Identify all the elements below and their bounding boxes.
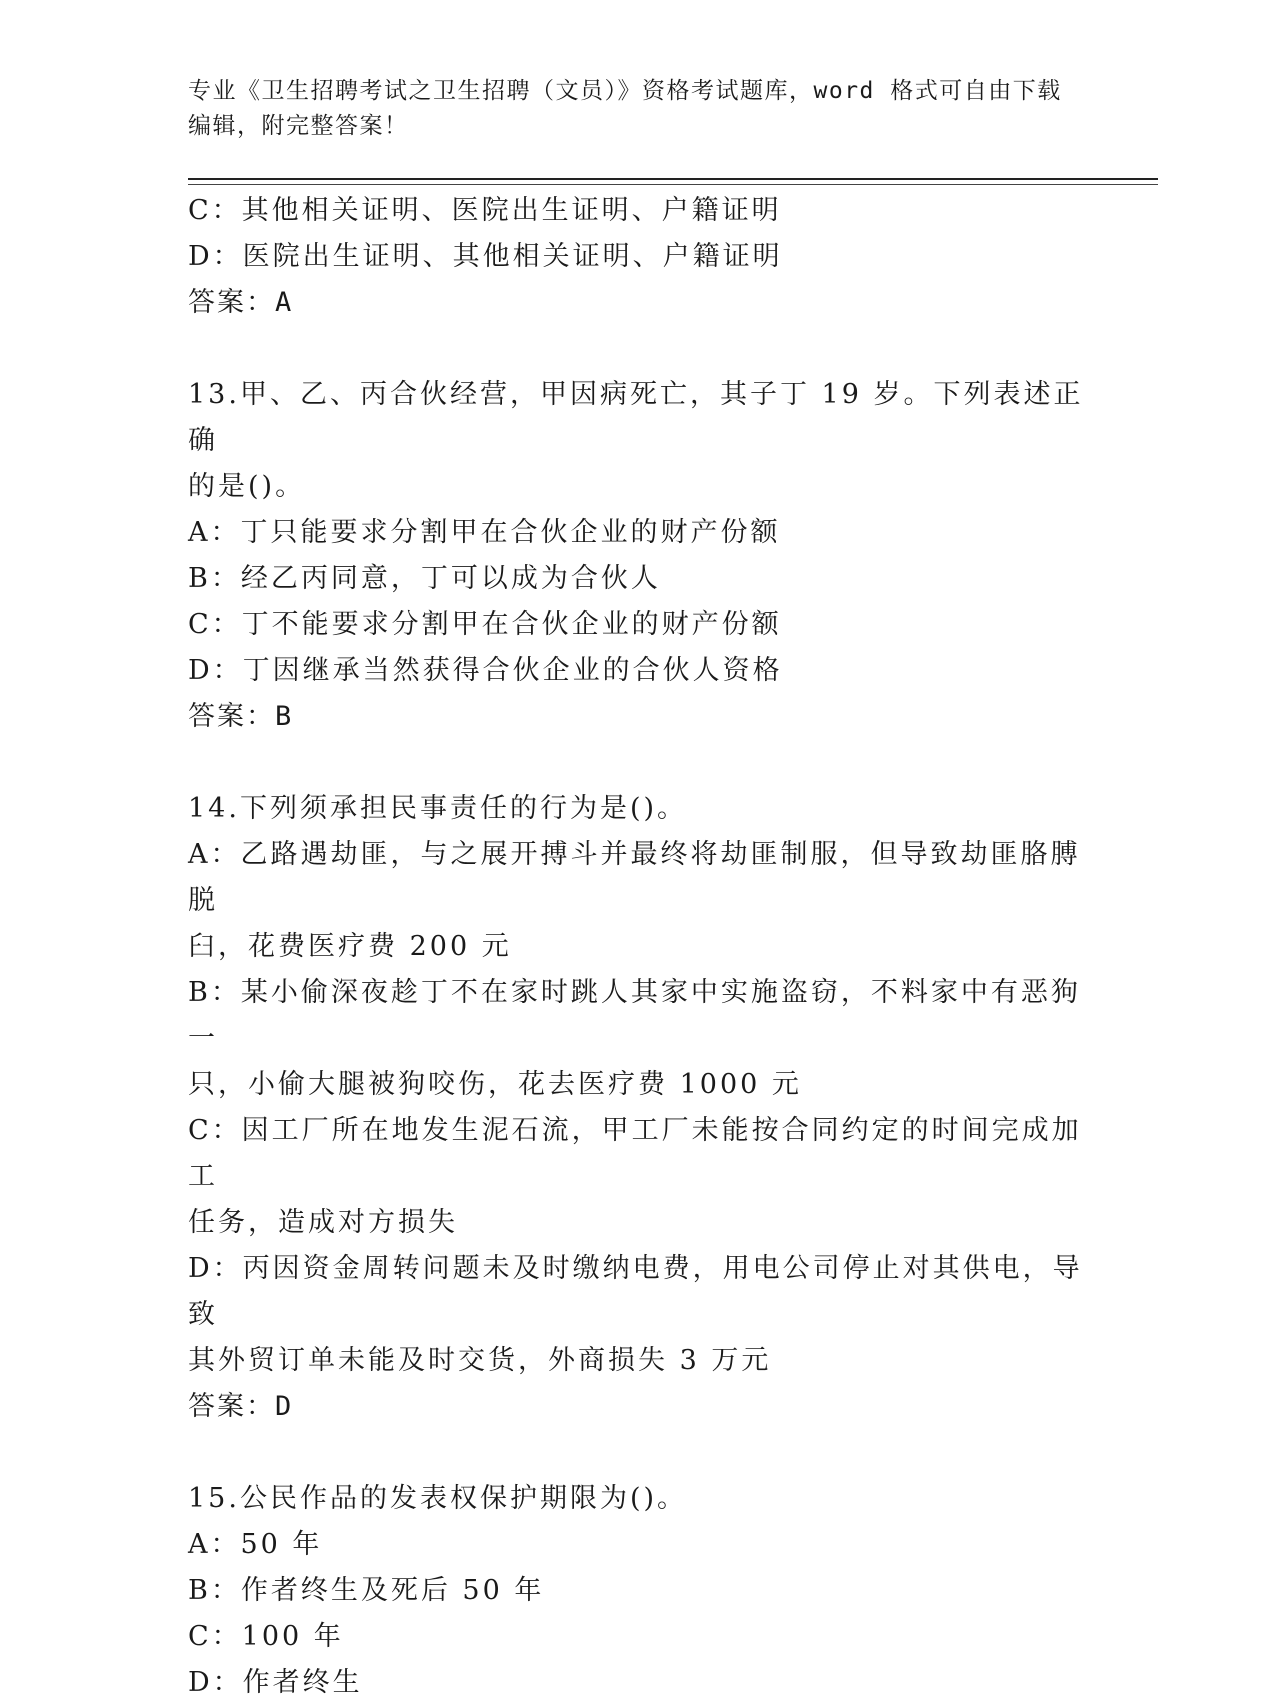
q13-option-c: C：丁不能要求分割甲在合伙企业的财产份额 (188, 609, 782, 640)
q14-option-b-line-1: B：某小偷深夜趁丁不在家时跳人其家中实施盗窃，不料家中有恶狗一 (188, 977, 1081, 1054)
q15-option-c: C：100 年 (188, 1621, 344, 1652)
q14-stem: 14.下列须承担民事责任的行为是()。 (188, 793, 688, 824)
q12-answer: 答案：A (188, 287, 294, 318)
q14-option-a-line-2: 臼，花费医疗费 200 元 (188, 931, 512, 962)
q14-option-c-line-1: C：因工厂所在地发生泥石流，甲工厂未能按合同约定的时间完成加工 (188, 1115, 1082, 1192)
q13-option-a: A：丁只能要求分割甲在合伙企业的财产份额 (188, 517, 781, 548)
q13-option-d: D：丁因继承当然获得合伙企业的合伙人资格 (188, 655, 783, 686)
q14-option-d-line-2: 其外贸订单未能及时交货，外商损失 3 万元 (188, 1345, 772, 1376)
spacer (188, 326, 1088, 372)
header-line-2: 编辑，附完整答案！ (188, 113, 409, 139)
question-15 (188, 1476, 1088, 1706)
document-header (188, 74, 1068, 144)
q13-answer: 答案：B (188, 701, 294, 732)
header-divider-thin (188, 184, 1158, 185)
q12-option-c: C：其他相关证明、医院出生证明、户籍证明 (188, 195, 782, 226)
q14-option-b-line-2: 只，小偷大腿被狗咬伤，花去医疗费 1000 元 (188, 1069, 802, 1100)
header-divider-thick (188, 178, 1158, 180)
q14-option-d-line-1: D：丙因资金周转问题未及时缴纳电费，用电公司停止对其供电，导致 (188, 1253, 1083, 1330)
q15-stem: 15.公民作品的发表权保护期限为()。 (188, 1483, 688, 1514)
q13-stem-line-1: 13.甲、乙、丙合伙经营，甲因病死亡，其子丁 19 岁。下列表述正确 (188, 379, 1084, 456)
q14-option-a-line-1: A：乙路遇劫匪，与之展开搏斗并最终将劫匪制服，但导致劫匪胳膊脱 (188, 839, 1081, 916)
header-line-1: 专业《卫生招聘考试之卫生招聘（文员）》资格考试题库，word 格式可自由下载 (188, 78, 1062, 104)
q14-answer: 答案：D (188, 1391, 294, 1422)
question-14 (188, 786, 1088, 1430)
question-content (188, 188, 1088, 1706)
spacer (188, 740, 1088, 786)
q12-option-d: D：医院出生证明、其他相关证明、户籍证明 (188, 241, 783, 272)
q14-option-c-line-2: 任务，造成对方损失 (188, 1207, 458, 1238)
q15-option-b: B：作者终生及死后 50 年 (188, 1575, 545, 1606)
question-12-tail (188, 188, 1088, 326)
q13-stem-line-2: 的是()。 (188, 471, 306, 502)
q13-option-b: B：经乙丙同意，丁可以成为合伙人 (188, 563, 661, 594)
q15-option-d: D：作者终生 (188, 1667, 363, 1698)
q15-option-a: A：50 年 (188, 1529, 323, 1560)
spacer (188, 1430, 1088, 1476)
question-13 (188, 372, 1088, 740)
